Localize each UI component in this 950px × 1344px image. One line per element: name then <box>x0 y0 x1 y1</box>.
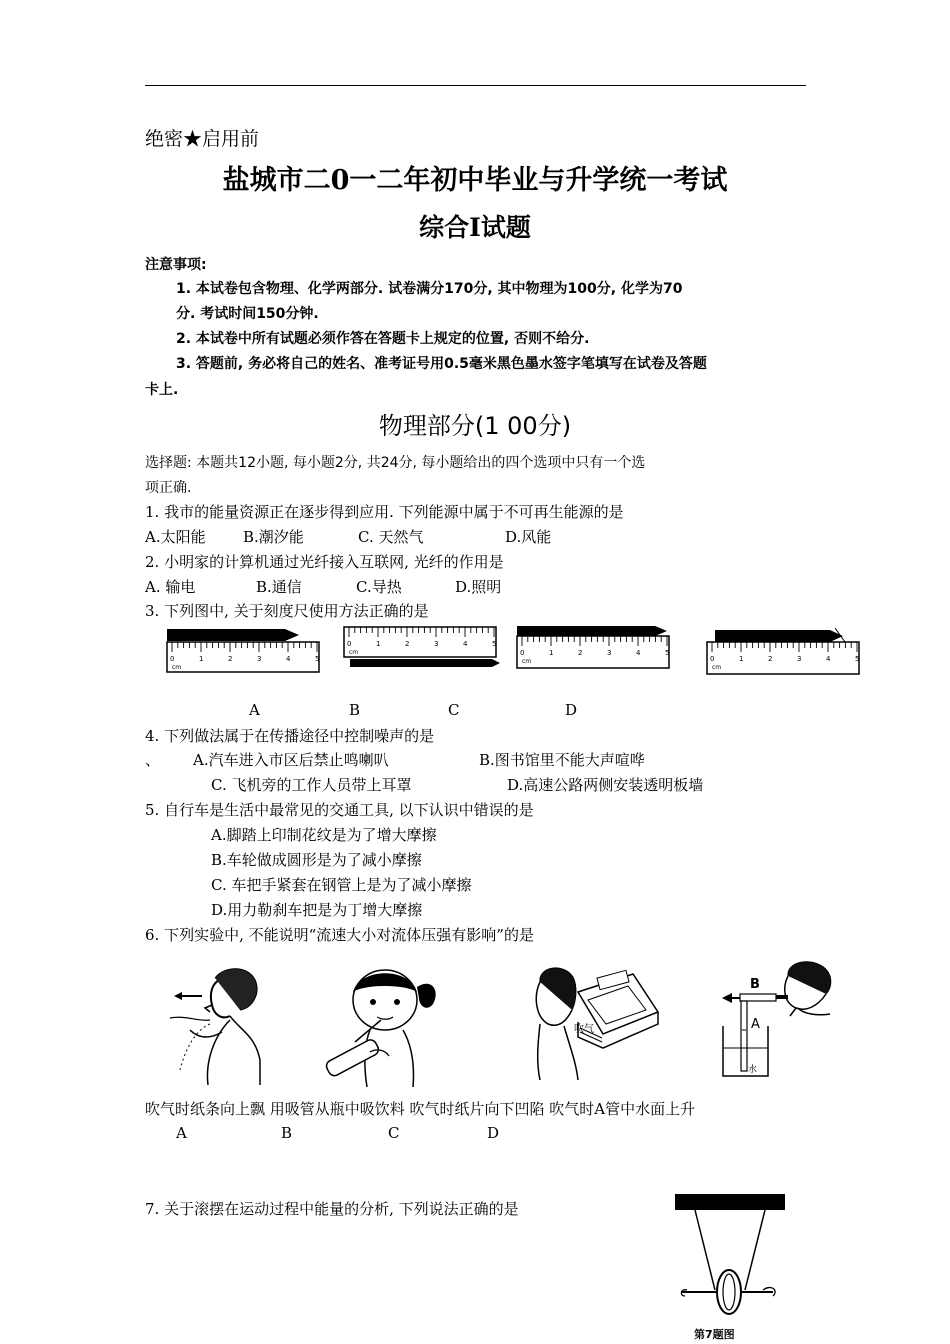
q6-label-d: D <box>487 1124 500 1142</box>
q6-fig-d-label-a: A <box>751 1017 760 1032</box>
ruler-tick-label: 5 <box>855 655 860 663</box>
ruler-unit-label: cm <box>712 664 722 671</box>
q6-captions: 吹气时纸条向上飘 用吸管从瓶中吸饮料 吹气时纸片向下凹陷 吹气时A管中水面上升 <box>145 1100 696 1118</box>
ruler-tick-label: 3 <box>257 655 262 663</box>
q3-ruler-figure-c <box>515 625 675 675</box>
q4-option-c: C. 飞机旁的工作人员带上耳罩 <box>211 776 412 794</box>
ruler-tick-label: 5 <box>315 655 320 663</box>
q4-option-b: B.图书馆里不能大声喧哗 <box>479 751 645 769</box>
exam-subtitle: 综合Ⅰ试题 <box>419 213 531 242</box>
ruler-tick-label: 2 <box>768 655 773 663</box>
section-intro-line2: 项正确. <box>145 480 192 496</box>
q6-stem: 6. 下列实验中, 不能说明“流速大小对流体压强有影响”的是 <box>145 926 534 944</box>
ruler-tick-label: 0 <box>520 649 525 657</box>
q2-option-a: A. 输电 <box>145 578 196 596</box>
q3-label-b: B <box>349 701 361 719</box>
header-rule <box>145 85 806 86</box>
ruler-tick-label: 1 <box>199 655 204 663</box>
ruler-tick-label: 2 <box>405 640 410 648</box>
section-intro-line1: 选择题: 本题共12小题, 每小题2分, 共24分, 每小题给出的四个选项中只有一个选 <box>145 455 646 471</box>
notes-heading: 注意事项: <box>145 257 207 273</box>
ruler-tick-label: 4 <box>826 655 831 663</box>
ruler-tick-label: 0 <box>170 655 175 663</box>
ruler-tick-label: 1 <box>376 640 381 648</box>
note-3-line1: 3. 答题前, 务必将自己的姓名、准考证号用0.5毫米黑色墨水签字笔填写在试卷及答题 <box>176 356 707 372</box>
q6-fig-d-label-b: B <box>750 977 760 992</box>
ruler-tick-label: 3 <box>607 649 612 657</box>
ruler-tick-label: 4 <box>286 655 291 663</box>
q3-label-c: C <box>448 701 460 719</box>
q2-option-b: B.通信 <box>256 578 302 596</box>
q1-option-a: A.太阳能 <box>145 528 206 546</box>
q6-figure-c-blowing-paper <box>518 962 658 1080</box>
q6-label-c: C <box>388 1124 400 1142</box>
q5-option-a: A.脚踏上印制花纹是为了增大摩擦 <box>211 826 437 844</box>
q6-figure-a-blowing-paper-strip <box>160 960 275 1085</box>
ruler-tick-label: 0 <box>710 655 715 663</box>
q5-stem: 5. 自行车是生活中最常见的交通工具, 以下认识中错误的是 <box>145 801 534 819</box>
q3-ruler-figure-d <box>705 628 865 678</box>
ruler-tick-label: 1 <box>739 655 744 663</box>
q1-stem: 1. 我市的能量资源正在逐步得到应用. 下列能源中属于不可再生能源的是 <box>145 503 624 521</box>
q6-fig-d-water-text: 水 <box>748 1065 758 1075</box>
q4-option-a: A.汽车进入市区后禁止鸣喇叭 <box>193 751 389 769</box>
q1-option-c: C. 天然气 <box>358 528 424 546</box>
q2-option-d: D.照明 <box>455 578 502 596</box>
ruler-tick-label: 5 <box>665 649 670 657</box>
q3-ruler-figure-a <box>165 625 325 680</box>
ruler-tick-label: 0 <box>347 640 352 648</box>
ruler-tick-label: 4 <box>636 649 641 657</box>
q4-stem: 4. 下列做法属于在传播途径中控制噪声的是 <box>145 727 435 745</box>
q3-stem: 3. 下列图中, 关于刻度尺使用方法正确的是 <box>145 602 429 620</box>
q4-stray-mark: 、 <box>145 751 161 769</box>
ruler-tick-label: 3 <box>434 640 439 648</box>
q4-option-d: D.高速公路两侧安装透明板墙 <box>507 776 704 794</box>
ruler-tick-label: 2 <box>228 655 233 663</box>
q6-figure-b-girl-drinking <box>315 962 450 1087</box>
q2-stem: 2. 小明家的计算机通过光纤接入互联网, 光纤的作用是 <box>145 553 504 571</box>
note-1-line1: 1. 本试卷包含物理、化学两部分. 试卷满分170分, 其中物理为100分, 化学为70 <box>176 281 683 297</box>
note-3-line2: 卡上. <box>145 382 179 398</box>
q1-option-d: D.风能 <box>505 528 552 546</box>
q6-label-b: B <box>281 1124 293 1142</box>
q3-ruler-figure-b <box>342 625 502 675</box>
ruler-unit-label: cm <box>172 664 182 671</box>
q3-label-d: D <box>565 701 578 719</box>
ruler-tick-label: 3 <box>797 655 802 663</box>
q3-label-a: A <box>249 701 260 719</box>
q7-stem: 7. 关于滚摆在运动过程中能量的分析, 下列说法正确的是 <box>145 1200 519 1218</box>
q5-option-b: B.车轮做成圆形是为了减小摩擦 <box>211 851 422 869</box>
ruler-tick-label: 2 <box>578 649 583 657</box>
ruler-unit-label: cm <box>522 658 532 665</box>
q1-option-b: B.潮汐能 <box>243 528 304 546</box>
note-1-line2: 分. 考试时间150分钟. <box>176 306 319 322</box>
q7-figure-caption: 第7题图 <box>694 1328 735 1341</box>
q5-option-d: D.用力勒刹车把是为丁增大摩擦 <box>211 901 423 919</box>
confidential-mark: 绝密★启用前 <box>145 128 260 150</box>
note-2: 2. 本试卷中所有试题必须作答在答题卡上规定的位置, 否则不给分. <box>176 331 590 347</box>
ruler-tick-label: 4 <box>463 640 468 648</box>
ruler-unit-label: cm <box>349 649 359 656</box>
exam-title: 盐城市二0一二年初中毕业与升学统一考试 <box>222 165 728 196</box>
q6-fig-c-blow-text: 吹气 <box>574 1024 594 1035</box>
q6-label-a: A <box>176 1124 187 1142</box>
ruler-tick-label: 5 <box>492 640 497 648</box>
section-title: 物理部分(1 00分) <box>378 412 572 440</box>
q2-option-c: C.导热 <box>356 578 402 596</box>
ruler-tick-label: 1 <box>549 649 554 657</box>
q5-option-c: C. 车把手紧套在钢管上是为了减小摩擦 <box>211 876 472 894</box>
q7-figure-rolling-pendulum <box>673 1192 788 1317</box>
q6-figure-d-tube-water <box>718 958 838 1080</box>
